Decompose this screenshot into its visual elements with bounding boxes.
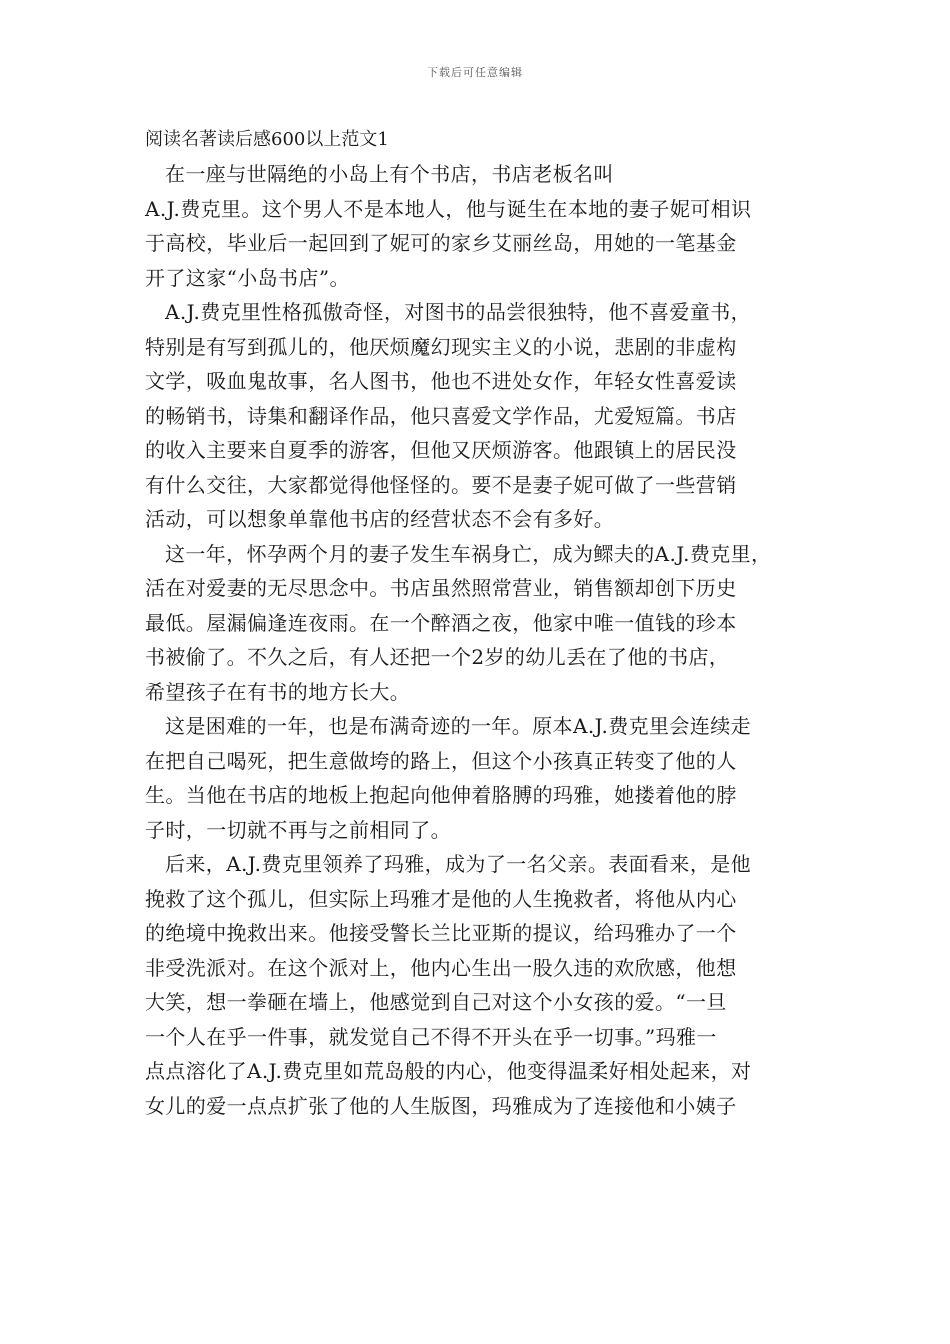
- document-title: 阅读名著读后感600以上范文1: [145, 129, 389, 150]
- document-body: [145, 123, 810, 1123]
- paragraph-line: 在把自己喝死，把生意做垮的路上，但这个小孩真正转变了他的人: [145, 748, 737, 773]
- paragraph-line: 有什么交往，大家都觉得他怪怪的。要不是妻子妮可做了一些营销: [145, 472, 737, 497]
- paragraph-line: 女儿的爱一点点扩张了他的人生版图，玛雅成为了连接他和小姨子: [145, 1093, 737, 1118]
- paragraph-list: [145, 157, 810, 1123]
- paragraph-line: 生。当他在书店的地板上抱起向他伸着胳膊的玛雅，她搂着他的脖: [145, 783, 737, 807]
- paragraph-line: 在一座与世隔绝的小岛上有个书店，书店老板名叫: [165, 162, 614, 186]
- paragraph-line: 子时，一切就不再与之前相同了。: [145, 817, 451, 842]
- paragraph: [145, 295, 810, 537]
- paragraph-line: 书被偷了。不久之后，有人还把一个2岁的幼儿丢在了他的书店，: [145, 645, 730, 669]
- paragraph-line: A.J.费克里性格孤傲奇怪，对图书的品尝很独特，他不喜爱童书，: [165, 300, 752, 324]
- paragraph: [145, 709, 810, 847]
- paragraph-line: 点点溶化了A.J.费克里如荒岛般的内心，他变得温柔好相处起来，对: [145, 1059, 752, 1083]
- paragraph-line: 非受洗派对。在这个派对上，他内心生出一股久违的欢欣感，他想: [145, 955, 737, 980]
- paragraph-line: 这一年，怀孕两个月的妻子发生车祸身亡，成为鳏夫的A.J.费克里，: [165, 541, 772, 566]
- paragraph-line: A.J.费克里。这个男人不是本地人，他与诞生在本地的妻子妮可相识: [145, 196, 752, 221]
- paragraph: [145, 537, 810, 710]
- paragraph-line: 文学，吸血鬼故事，名人图书，他也不进处女作，年轻女性喜爱读: [145, 369, 737, 393]
- paragraph: [145, 157, 810, 295]
- paragraph-line: 后来，A.J.费克里领养了玛雅，成为了一名父亲。表面看来，是他: [165, 852, 752, 876]
- paragraph-line: 挽救了这个孤儿，但实际上玛雅才是他的人生挽救者，将他从内心: [145, 886, 737, 911]
- paragraph-line: 一个人在乎一件事，就发觉自己不得不开头在乎一切事。”玛雅一: [145, 1024, 717, 1049]
- paragraph-line: 最低。屋漏偏逢连夜雨。在一个醉酒之夜，他家中唯一值钱的珍本: [145, 610, 737, 635]
- paragraph-line: 特别是有写到孤儿的，他厌烦魔幻现实主义的小说，悲剧的非虚构: [145, 334, 737, 359]
- paragraph-line: 活动，可以想象单靠他书店的经营状态不会有多好。: [145, 507, 615, 531]
- paragraph-line: 希望孩子在有书的地方长大。: [145, 679, 411, 704]
- paragraph-line: 于高校，毕业后一起回到了妮可的家乡艾丽丝岛，用她的一笔基金: [145, 231, 737, 255]
- paragraph-line: 这是困难的一年，也是布满奇迹的一年。原本A.J.费克里会连续走: [165, 714, 752, 738]
- page-header: 下载后可任意编辑: [427, 66, 523, 79]
- paragraph-line: 开了这家“小岛书店”。: [145, 265, 350, 290]
- paragraph-line: 大笑，想一拳砸在墙上，他感觉到自己对这个小女孩的爱。“一旦: [145, 990, 727, 1014]
- paragraph-line: 的畅销书，诗集和翻译作品，他只喜爱文学作品，尤爱短篇。书店: [145, 403, 737, 428]
- paragraph-line: 活在对爱妻的无尽思念中。书店虽然照常营业，销售额却创下历史: [145, 576, 737, 600]
- paragraph-line: 的收入主要来自夏季的游客，但他又厌烦游客。他跟镇上的居民没: [145, 438, 737, 462]
- paragraph-line: 的绝境中挽救出来。他接受警长兰比亚斯的提议，给玛雅办了一个: [145, 921, 737, 945]
- paragraph: [145, 847, 810, 1123]
